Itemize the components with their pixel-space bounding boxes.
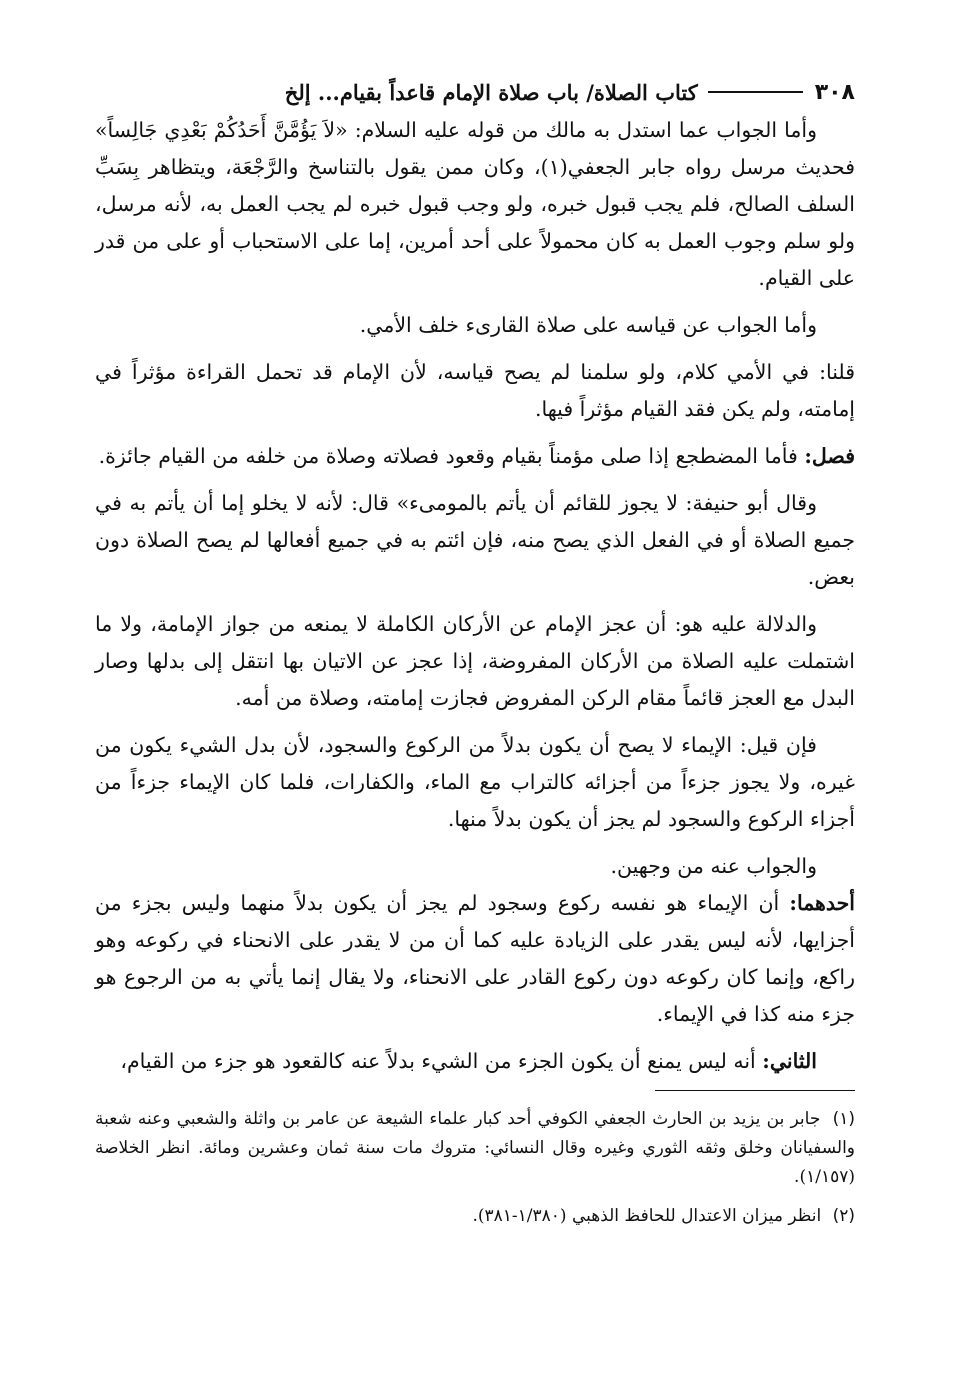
point-label: أحدهما: [789, 891, 855, 915]
running-title: كتاب الصلاة/ باب صلاة الإمام قاعداً بقيام... إلخ [284, 79, 698, 105]
header-rule [708, 91, 803, 93]
footnote [95, 1202, 855, 1231]
section-label: فصل: [804, 444, 855, 468]
footnote [95, 1105, 855, 1192]
footnote-divider [655, 1090, 855, 1091]
paragraph: وأما الجواب عما استدل به مالك من قوله عليه السلام: «لاَ يَؤُمَّنَّ أَحَدُكُمْ بَعْدِي جَالِساً» فحديث مرسل رواه جابر الجعفي(١)، وكان ممن يقول بالتناسخ والرَّجْعَة، ويتظاهر بِسَبِّ السلف الصالح، فلم يجب قبول خبره، ولو وجب قبول خبره لم يجب العمل به، لأنه مرسل، ولو سلم وجوب العمل به كان محمولاً على أحد أمرين، إما على الاستحباب أو على من قدر على القيام. [95, 118, 855, 290]
paragraph: فإن قيل: الإيماء لا يصح أن يكون بدلاً من الركوع والسجود، لأن بدل الشيء يكون من غيره، ولا يجوز جزءاً من أجزائه كالتراب مع الماء، والكفارات، فلما كان الإيماء جزءاً من أجزاء الركوع والسجود لم يجز أن يكون بدلاً منها. [95, 733, 855, 831]
paragraph-text: فأما المضطجع إذا صلى مؤمناً بقيام وقعود فصلاته وصلاة من خلفه من القيام جائزة. [98, 444, 798, 468]
paragraph [95, 1043, 855, 1080]
point-label: الثاني: [762, 1049, 817, 1073]
page-number: ٣٠٨ [814, 79, 855, 105]
paragraph: وأما الجواب عن قياسه على صلاة القارىء خلف الأمي. [359, 313, 817, 337]
paragraph-text: أن الإيماء هو نفسه ركوع وسجود لم يجز أن يكون بدلاً منهما وليس بجزء من أجزايها، لأنه ليس يقدر على الزيادة عليه كما أن من لا يقدر على الانحناء في ركوعه وهو راكع، وإنما كان ركوعه دون ركوع القادر على الانحناء، ولا يقال إنما يأتي به من الرجوع هو جزء منه كذا في الإيماء. [95, 891, 855, 1026]
paragraph: وقال أبو حنيفة: لا يجوز للقائم أن يأتم بالمومىء» قال: لأنه لا يخلو إما أن يأتم به في جميع الصلاة أو في الفعل الذي يصح منه، فإن ائتم به في جميع أفعالها لم يصح الصلاة دون بعض. [95, 491, 855, 589]
book-page [95, 72, 855, 1241]
paragraph: قلنا: في الأمي كلام، ولو سلمنا لم يصح قياسه، لأن الإمام قد تحمل القراءة مؤثراً في إمامته، ولم يكن فقد القيام مؤثراً فيها. [95, 360, 855, 421]
footnote-number: (٢) [832, 1206, 855, 1226]
main-text [95, 112, 855, 1080]
footnotes [95, 1105, 855, 1231]
footnote-text: جابر بن يزيد بن الحارث الجعفي الكوفي أحد كبار علماء الشيعة عن عامر بن واثلة والشعبي وعنه شعبة والسفيانان وخلق وثقه الثوري وغيره وقال النسائي: متروك مات سنة ثمان وعشرين ومائة. انظر الخلاصة (١/١٥٧). [95, 1109, 855, 1187]
running-header [95, 72, 855, 112]
paragraph-text: أنه ليس يمنع أن يكون الجزء من الشيء بدلاً عنه كالقعود هو جزء من القيام، [120, 1049, 756, 1073]
footnote-number: (١) [832, 1109, 855, 1129]
paragraph [95, 885, 855, 1033]
paragraph: والدلالة عليه هو: أن عجز الإمام عن الأركان الكاملة لا يمنعه من جواز الإمامة، ولا ما اشتملت عليه الصلاة من الأركان المفروضة، إذا عجز عن الاتيان بها انتقل إلى بدلها وصار البدل مع العجز قائماً مقام الركن المفروض فجازت إمامته، وصلاة من أمه. [95, 612, 855, 710]
paragraph: والجواب عنه من وجهين. [610, 854, 817, 878]
footnote-text: انظر ميزان الاعتدال للحافظ الذهبي (١/٣٨٠-٣٨١). [472, 1206, 822, 1226]
paragraph [95, 438, 855, 475]
